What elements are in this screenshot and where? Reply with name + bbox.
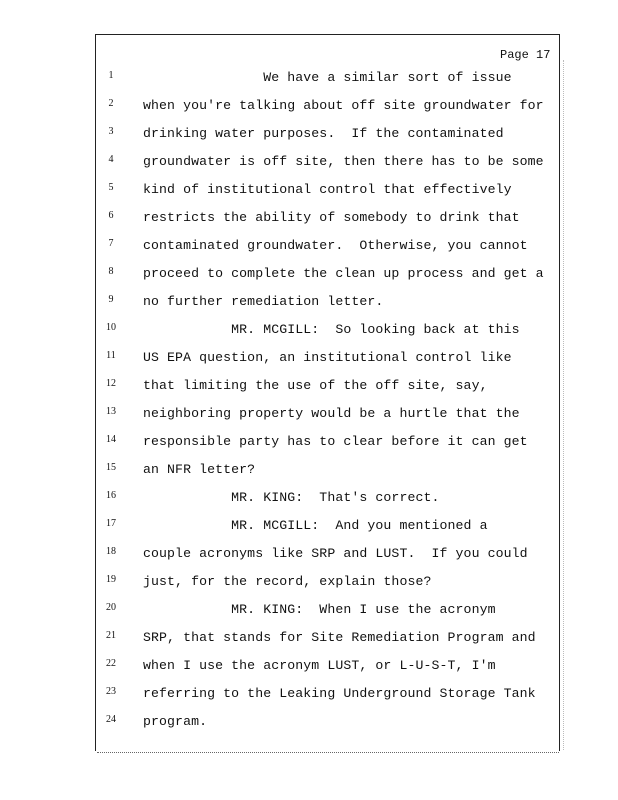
line-number: 7 [108, 238, 114, 249]
transcript-line: that limiting the use of the off site, say, [143, 378, 488, 393]
transcript-line: just, for the record, explain those? [143, 574, 432, 589]
line-number: 24 [106, 714, 116, 725]
line-number: 21 [106, 630, 116, 641]
transcript-line: groundwater is off site, then there has to be some [143, 154, 544, 169]
page-number: Page 17 [500, 48, 551, 62]
transcript-line: when you're talking about off site groundwater for [143, 98, 544, 113]
transcript-line: program. [143, 714, 208, 729]
line-number: 23 [106, 686, 116, 697]
transcript-line: responsible party has to clear before it can get [143, 434, 528, 449]
transcript-line: MR. MCGILL: So looking back at this [143, 322, 520, 337]
transcript-line: proceed to complete the clean up process and get a [143, 266, 544, 281]
transcript-line: contaminated groundwater. Otherwise, you cannot [143, 238, 528, 253]
line-number: 3 [108, 126, 114, 137]
line-number: 14 [106, 434, 116, 445]
line-number: 5 [108, 182, 114, 193]
line-number: 2 [108, 98, 114, 109]
transcript-line: MR. MCGILL: And you mentioned a [143, 518, 488, 533]
transcript-line: kind of institutional control that effectively [143, 182, 512, 197]
line-number: 17 [106, 518, 116, 529]
transcript-line: referring to the Leaking Underground Storage Tank [143, 686, 536, 701]
line-number: 20 [106, 602, 116, 613]
line-number: 18 [106, 546, 116, 557]
line-number: 10 [106, 322, 116, 333]
transcript-line: US EPA question, an institutional control like [143, 350, 512, 365]
transcript-line: drinking water purposes. If the contaminated [143, 126, 504, 141]
transcript-line: MR. KING: When I use the acronym [143, 602, 496, 617]
line-number: 1 [108, 70, 114, 81]
transcript-line: restricts the ability of somebody to drink that [143, 210, 520, 225]
line-number: 13 [106, 406, 116, 417]
line-number: 4 [108, 154, 114, 165]
line-number: 11 [106, 350, 116, 361]
transcript-line: no further remediation letter. [143, 294, 384, 309]
line-number: 12 [106, 378, 116, 389]
transcript-line: SRP, that stands for Site Remediation Program and [143, 630, 536, 645]
line-number: 19 [106, 574, 116, 585]
line-number: 22 [106, 658, 116, 669]
left-margin-rule [95, 34, 96, 382]
transcript-line: when I use the acronym LUST, or L-U-S-T, I'm [143, 658, 496, 673]
transcript-line: neighboring property would be a hurtle that the [143, 406, 520, 421]
line-number: 8 [108, 266, 114, 277]
bottom-margin-rule [97, 752, 559, 755]
transcript-line: We have a similar sort of issue [143, 70, 512, 85]
line-number: 16 [106, 490, 116, 501]
line-number: 6 [108, 210, 114, 221]
transcript-line: MR. KING: That's correct. [143, 490, 440, 505]
transcript-line: couple acronyms like SRP and LUST. If you could [143, 546, 528, 561]
line-number: 15 [106, 462, 116, 473]
right-edge-scan-marks [563, 60, 566, 750]
transcript-line: an NFR letter? [143, 462, 256, 477]
line-number: 9 [108, 294, 114, 305]
